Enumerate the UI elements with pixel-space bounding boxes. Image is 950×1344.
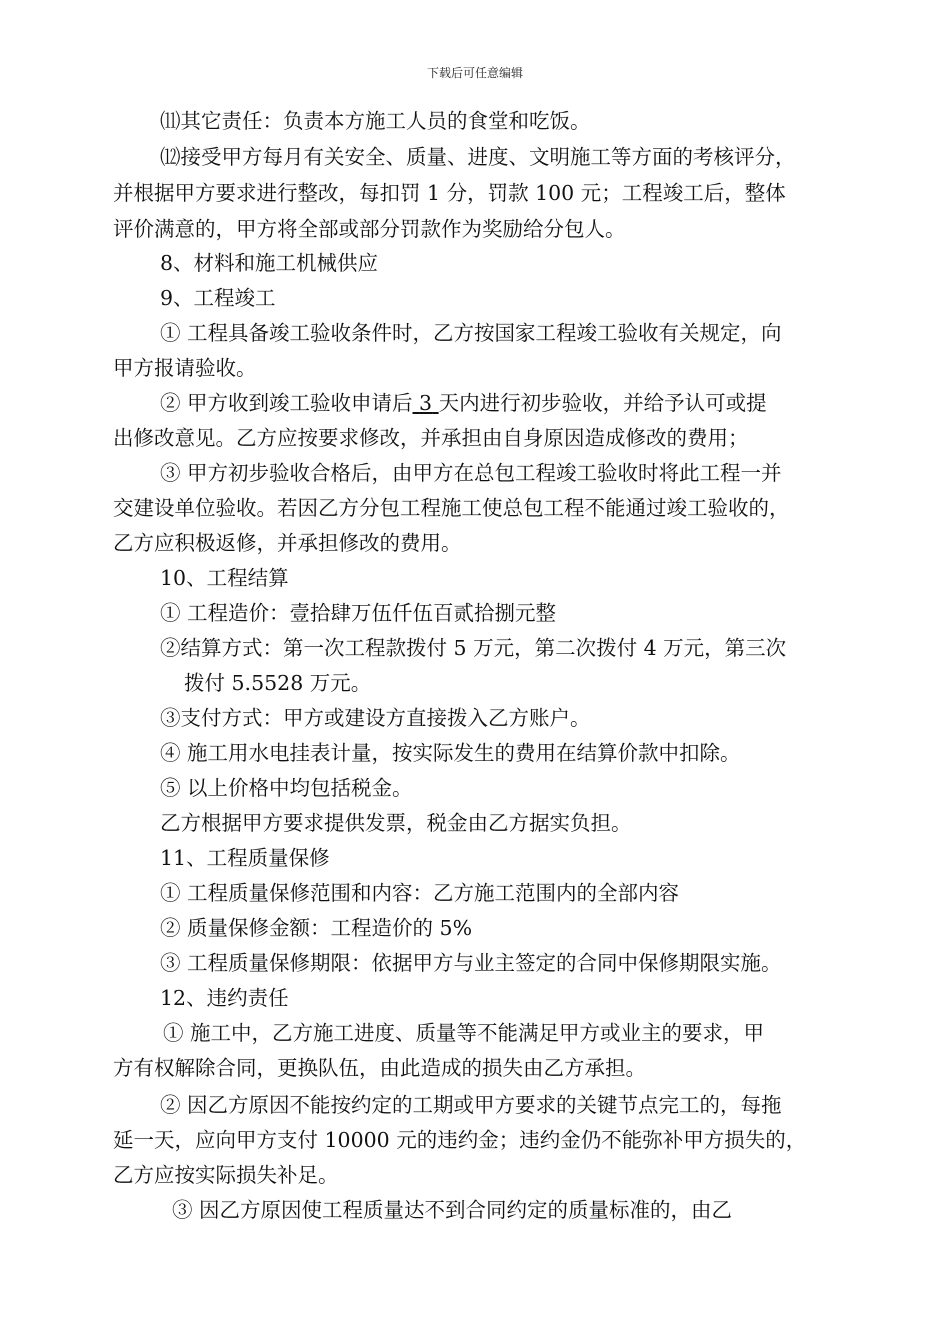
text-line: ③ 工程质量保修期限：依据甲方与业主签定的合同中保修期限实施。 xyxy=(160,951,782,975)
text-line: 方有权解除合同，更换队伍，由此造成的损失由乙方承担。 xyxy=(113,1056,646,1080)
text-line: 乙方应积极返修，并承担修改的费用。 xyxy=(113,531,462,555)
text-line: ① 施工中，乙方施工进度、质量等不能满足甲方或业主的要求，甲 xyxy=(163,1021,765,1045)
text-line: ① 工程质量保修范围和内容：乙方施工范围内的全部内容 xyxy=(160,881,680,905)
text-segment: ② 甲方收到竣工验收申请后 xyxy=(160,391,413,415)
text-line: ⑿接受甲方每月有关安全、质量、进度、文明施工等方面的考核评分， xyxy=(160,145,796,169)
page-header: 下载后可任意编辑 xyxy=(426,66,523,80)
text-line: ① 工程造价：壹拾肆万伍仟伍百贰拾捌元整 xyxy=(160,601,557,625)
text-line: ④ 施工用水电挂表计量，按实际发生的费用在结算价款中扣除。 xyxy=(160,741,741,765)
section-heading: 11、工程质量保修 xyxy=(160,846,330,870)
text-line: 乙方应按实际损失补足。 xyxy=(113,1163,339,1187)
inspection-days-value: 3 xyxy=(419,391,433,415)
text-line: ③ 甲方初步验收合格后，由甲方在总包工程竣工验收时将此工程一并 xyxy=(160,461,782,485)
text-line: 延一天，应向甲方支付 10000 元的违约金；违约金仍不能弥补甲方损失的， xyxy=(113,1128,807,1152)
text-line: 并根据甲方要求进行整改，每扣罚 1 分，罚款 100 元；工程竣工后，整体 xyxy=(113,181,786,205)
text-line: 拨付 5.5528 万元。 xyxy=(184,671,372,695)
text-line: ② 质量保修金额：工程造价的 5% xyxy=(160,916,473,940)
text-line: ① 工程具备竣工验收条件时，乙方按国家工程竣工验收有关规定，向 xyxy=(160,321,782,345)
text-line: 交建设单位验收。若因乙方分包工程施工使总包工程不能通过竣工验收的， xyxy=(113,496,790,520)
text-line: 出修改意见。乙方应按要求修改，并承担由自身原因造成修改的费用； xyxy=(113,426,749,450)
text-line: 评价满意的，甲方将全部或部分罚款作为奖励给分包人。 xyxy=(113,217,626,241)
section-heading: 12、违约责任 xyxy=(160,986,289,1010)
section-heading: 10、工程结算 xyxy=(160,566,289,590)
text-line xyxy=(160,390,767,416)
text-line: ③ 因乙方原因使工程质量达不到合同约定的质量标准的，由乙 xyxy=(172,1198,733,1222)
text-line: ③支付方式：甲方或建设方直接拨入乙方账户。 xyxy=(160,706,591,730)
text-line: ②结算方式：第一次工程款拨付 5 万元，第二次拨付 4 万元，第三次 xyxy=(160,636,787,660)
text-segment: 天内进行初步验收，并给予认可或提 xyxy=(438,391,767,415)
text-line: ② 因乙方原因不能按约定的工期或甲方要求的关键节点完工的，每拖 xyxy=(160,1093,782,1117)
text-line: ⑾其它责任：负责本方施工人员的食堂和吃饭。 xyxy=(160,109,591,133)
text-line: ⑤ 以上价格中均包括税金。 xyxy=(160,776,413,800)
text-line: 甲方报请验收。 xyxy=(113,356,257,380)
section-heading: 9、工程竣工 xyxy=(160,286,276,310)
section-heading: 8、材料和施工机械供应 xyxy=(160,251,379,275)
text-line: 乙方根据甲方要求提供发票，税金由乙方据实负担。 xyxy=(160,811,632,835)
